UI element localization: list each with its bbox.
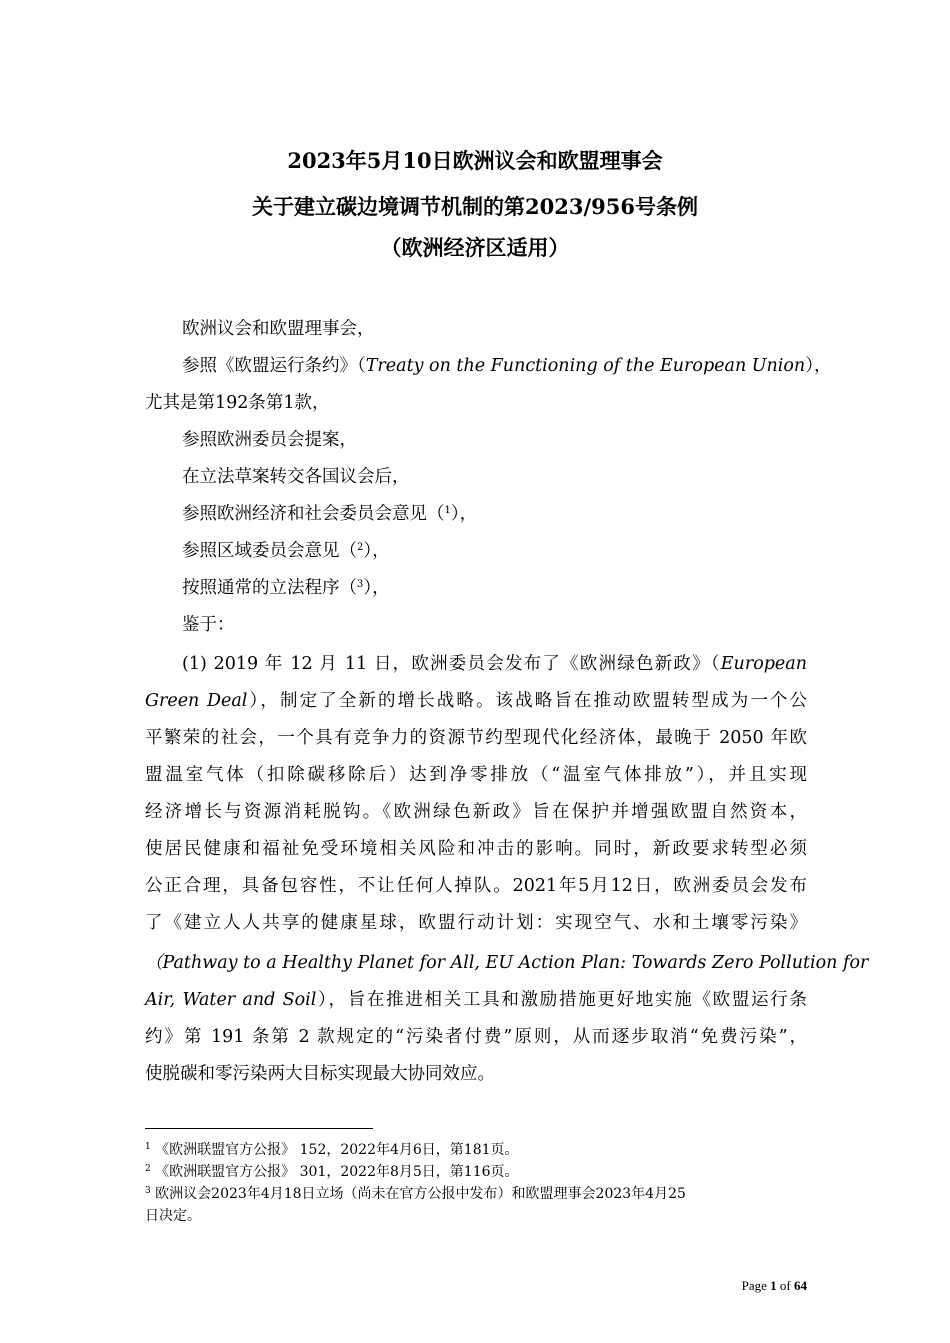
preamble-text: ）， [363,578,390,598]
preamble-text: 按照通常的立法程序（ [182,578,357,598]
recital-line: 盟温室气体（扣除碳移除后）达到净零排放（“温室气体排放”），并且实现 [145,765,807,785]
footnote-3-continued: 日决定。 [145,1208,201,1224]
recital-line: （Pathway to a Healthy Planet for All, EU Action Plan: Towards Zero Pollution for [145,953,869,973]
footnote-text: 欧洲议会2023年4月18日立场（尚未在官方公报中发布）和欧盟理事会2023年4月25 [150,1186,686,1202]
footnote-marker: 3 [145,1186,151,1196]
footnote-text: 《欧洲联盟官方公报》 301，2022年8月5日，第116页。 [150,1164,519,1180]
recital-line: Air, Water and Soil），旨在推进相关工具和激励措施更好地实施《欧盟运行条 [145,990,807,1010]
recital-line: 经济增长与资源消耗脱钩。《欧洲绿色新政》旨在保护并增强欧盟自然资本， [145,802,807,822]
recital-line: 使居民健康和福祉免受环境相关风险和冲击的影响。同时，新政要求转型必须 [145,839,807,859]
footnote-text: 《欧洲联盟官方公报》 152，2022年4月6日，第181页。 [150,1142,519,1158]
footnote-3 [145,1187,807,1201]
footnote-ref: 3 [357,579,364,590]
current-page: 1 [770,1278,777,1293]
document-title-line-3: （欧洲经济区适用） [380,235,570,260]
document-title-line-1: 2023年5月10日欧洲议会和欧盟理事会 [287,148,663,173]
document-title-line-2: 关于建立碳边境调节机制的第2023/956号条例 [252,194,698,219]
treaty-citation: 参照《欧盟运行条约》（Treaty on the Functioning of the European Union）， [182,356,832,376]
preamble-text: ）， [363,541,390,561]
footnote-ref: 1 [444,505,451,516]
footnote-marker: 2 [145,1164,151,1174]
recital-line: 使脱碳和零污染两大目标实现最大协同效应。 [145,1064,495,1084]
recital-line: 了《建立人人共享的健康星球，欧盟行动计划：实现空气、水和土壤零污染》 [145,913,807,933]
preamble-text: 参照欧洲经济和社会委员会意见（ [182,504,445,524]
of-word: of [779,1278,791,1293]
preamble-line: 欧洲议会和欧盟理事会， [182,319,375,339]
footnote-ref: 2 [357,542,364,553]
preamble-line: 参照欧洲委员会提案， [182,430,357,450]
footnote-2 [145,1165,807,1179]
preamble-line [182,356,832,376]
recital-line: 平繁荣的社会，一个具有竞争力的资源节约型现代化经济体，最晚于 2050 年欧 [145,728,807,748]
preamble-text: ）， [450,504,478,524]
recital-line: 约》第 191 条第 2 款规定的“污染者付费”原则，从而逐步取消“免费污染”， [145,1027,807,1047]
recital-line: 公正合理，具备包容性，不让任何人掉队。2021年5月12日，欧洲委员会发布 [145,876,807,896]
preamble-line [182,543,390,561]
preamble-line: 尤其是第192条第1款， [145,393,330,413]
page-word: Page [741,1278,767,1293]
preamble-line [182,580,390,598]
preamble-text: 参照区域委员会意见（ [182,541,357,561]
recital-line: (1) 2019 年 12 月 11 日，欧洲委员会发布了《欧洲绿色新政》（European [182,654,807,674]
footnote-marker: 1 [145,1142,151,1152]
preamble-line [182,506,477,524]
preamble-line: 在立法草案转交各国议会后， [182,467,410,487]
preamble-line: 鉴于： [182,615,235,635]
footnote-separator [145,1128,373,1129]
total-pages: 64 [794,1278,807,1293]
footnote-1 [145,1143,807,1157]
recital-line: Green Deal），制定了全新的增长战略。该战略旨在推动欧盟转型成为一个公 [145,691,808,711]
page-number [600,1278,807,1294]
